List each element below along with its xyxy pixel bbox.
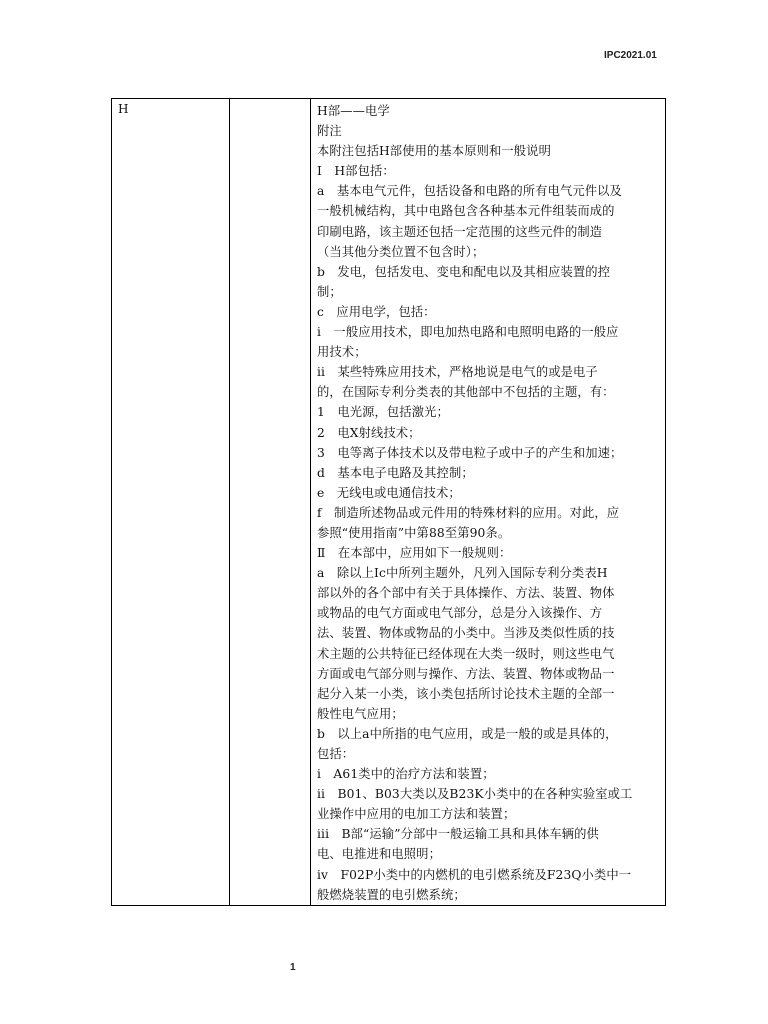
text-line: iii B部“运输”分部中一般运输工具和具体车辆的供 [317, 827, 599, 842]
text-line: 3 电等离子体技术以及带电粒子或中子的产生和加速； [317, 445, 623, 460]
document-code: IPC2021.01 [604, 50, 657, 61]
text-line: 2 电X射线技术； [317, 425, 421, 440]
text-line: H部——电学 [317, 104, 390, 118]
text-line: 制； [317, 284, 342, 299]
text-line: a 基本电气元件，包括设备和电路的所有电气元件以及 [317, 184, 622, 199]
text-line: 包括： [317, 747, 355, 761]
text-line: 法、装置、物体或物品的小类中。当涉及类似性质的技 [317, 626, 615, 641]
text-line: 业操作中应用的电加工方法和装置； [317, 807, 516, 822]
text-line: 般燃烧装置的电引燃系统； [317, 887, 466, 902]
column-divider-1 [229, 99, 230, 905]
classification-table [111, 98, 666, 906]
column-divider-2 [310, 99, 311, 905]
text-line: Ⅱ 在本部中，应用如下一般规则： [317, 546, 512, 561]
text-line: b 发电，包括发电、变电和配电以及其相应装置的控 [317, 264, 611, 279]
text-line: d 基本电子电路及其控制； [317, 465, 474, 480]
text-line: b 以上a中所指的电气应用，或是一般的或是具体的， [317, 726, 618, 741]
text-line: a 除以上Ⅰc中所列主题外，凡列入国际专利分类表H [317, 566, 608, 581]
text-line: 附注 [317, 124, 342, 139]
text-line: 用技术； [317, 345, 367, 360]
page-number: 1 [290, 962, 296, 973]
text-line: 本附注包括H部使用的基本原则和一般说明 [317, 144, 551, 159]
text-line: ii B01、B03大类以及B23K小类中的在各种实验室或工 [317, 787, 633, 802]
text-line: 1 电光源，包括激光； [317, 405, 449, 420]
text-line: 电、电推进和电照明； [317, 847, 441, 862]
text-line: 方面或电气部分则与操作、方法、装置、物体或物品一 [317, 666, 615, 681]
text-line: 参照“使用指南”中第88至第90条。 [317, 525, 511, 540]
text-line: （当其他分类位置不包含时）； [317, 244, 485, 259]
text-line: e 无线电或电通信技术； [317, 485, 461, 500]
text-line: 般性电气应用； [317, 706, 404, 721]
text-line: 术主题的公共特征已经体现在大类一级时，则这些电气 [317, 646, 615, 661]
text-line: f 制造所述物品或元件用的特殊材料的应用。对此，应 [317, 505, 620, 520]
text-line: i 一般应用技术，即电加热电路和电照明电路的一般应 [317, 325, 619, 340]
text-line: iv F02P小类中的内燃机的电引燃系统及F23Q小类中一 [317, 867, 632, 882]
section-code-cell: H [118, 102, 129, 116]
text-line: c 应用电学，包括： [317, 304, 436, 319]
text-line: i A61类中的治疗方法和装置； [317, 767, 495, 782]
section-description-cell [317, 101, 662, 905]
text-line: Ⅰ H部包括： [317, 164, 395, 179]
text-line: 一般机械结构，其中电路包含各种基本元件组装而成的 [317, 204, 615, 219]
text-line: 印刷电路，该主题还包括一定范围的这些元件的制造 [317, 224, 603, 239]
text-line: 部以外的各个部中有关于具体操作、方法、装置、物体 [317, 586, 615, 601]
text-line: ii 某些特殊应用技术，严格地说是电气的或是电子 [317, 365, 598, 380]
text-line: 或物品的电气方面或电气部分，总是分入该操作、方 [317, 606, 603, 621]
text-line: 的，在国际专利分类表的其他部中不包括的主题，有： [317, 385, 615, 400]
text-line: 起分入某一小类，该小类包括所讨论技术主题的全部一 [317, 686, 615, 701]
